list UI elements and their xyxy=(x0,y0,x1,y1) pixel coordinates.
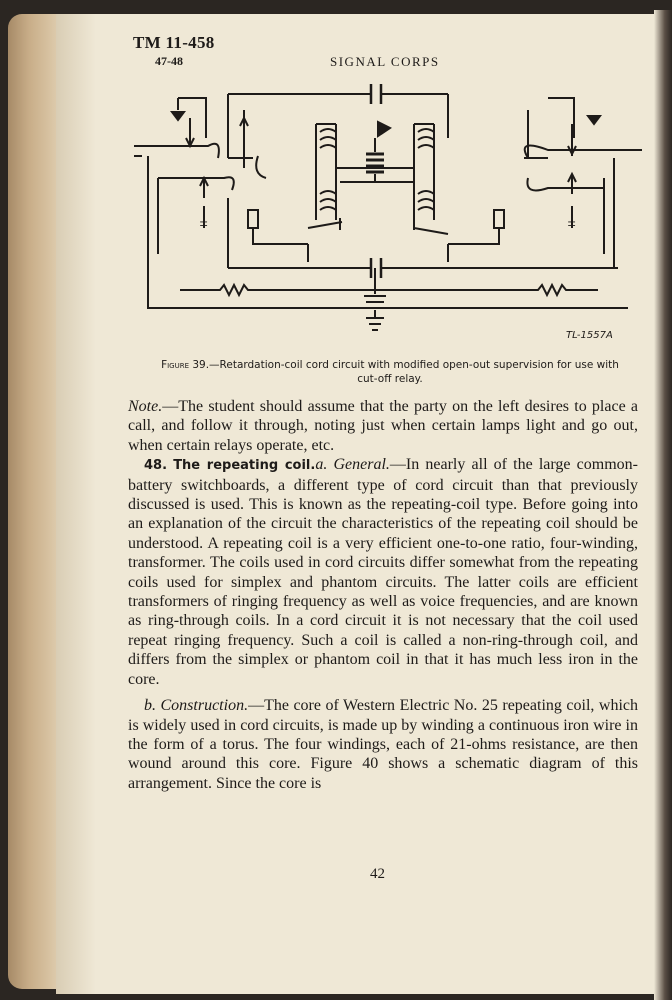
section-48-sub-label: a. General. xyxy=(315,456,390,474)
construction-paragraph xyxy=(128,696,638,793)
section-48-number: 48. xyxy=(144,458,168,474)
section-48-title: The repeating coil. xyxy=(173,458,316,474)
section-48-text: —In nearly all of the large common-battery switchboards, a different type of cord circuit than that previously discussed is used. This is known as the repeating-coil type. Before going into an explanation of the circuit the characteristics of the repeating coil should be understood. A repeating coil is a very efficient one-to-one ratio, four-winding, transformer. The coils used in cord circuits differ somewhat from the repeating coils used for simplex and phantom circuits. The latter coils are efficient transformers of ringing frequency as well as voice frequencies, and are known as ring-through coils. In a cord circuit it is not necessary that the coil used repeat ringing frequency. Such a coil is called a non-ring-through coil, and differs from the simplex or phantom coil in that it has much less iron in the core. xyxy=(128,456,639,688)
svg-text:±: ± xyxy=(567,216,577,229)
figure-caption xyxy=(150,358,630,386)
section-48-paragraph xyxy=(128,455,638,689)
paragraph-range: 47-48 xyxy=(155,54,183,68)
figure-caption-text: —Retardation-coil cord circuit with modified open-out supervision for use with cut-off relay. xyxy=(209,359,619,385)
page-gutter-shadow xyxy=(56,14,96,994)
doc-id: TM 11-458 xyxy=(133,33,215,52)
note-paragraph xyxy=(128,397,638,455)
figure-caption-label: Figure 39. xyxy=(161,359,210,371)
figure-code: TL-1557A xyxy=(566,330,613,341)
construction-label: b. Construction. xyxy=(144,697,249,715)
right-edge-shadow xyxy=(654,10,672,1000)
page-number: 42 xyxy=(370,866,385,882)
note-text: —The student should assume that the party on the left desires to place a call, and follow it through, noting just when certain lamps light and go out, when certain relays operate, etc. xyxy=(128,398,638,454)
circuit-diagram xyxy=(128,78,648,348)
construction-text: —The core of Western Electric No. 25 repeating coil, which is widely used in cord circuits, is made up by winding a continuous iron wire in the form of a torus. The four windings, each of 21-ohms resistance, are then wound around this core. Figure 40 shows a schematic diagram of this arrangement. Since the core is xyxy=(128,697,639,792)
running-title: SIGNAL CORPS xyxy=(330,54,440,69)
note-label: Note. xyxy=(128,398,163,415)
body-text xyxy=(128,397,638,793)
svg-text:±: ± xyxy=(199,216,209,229)
